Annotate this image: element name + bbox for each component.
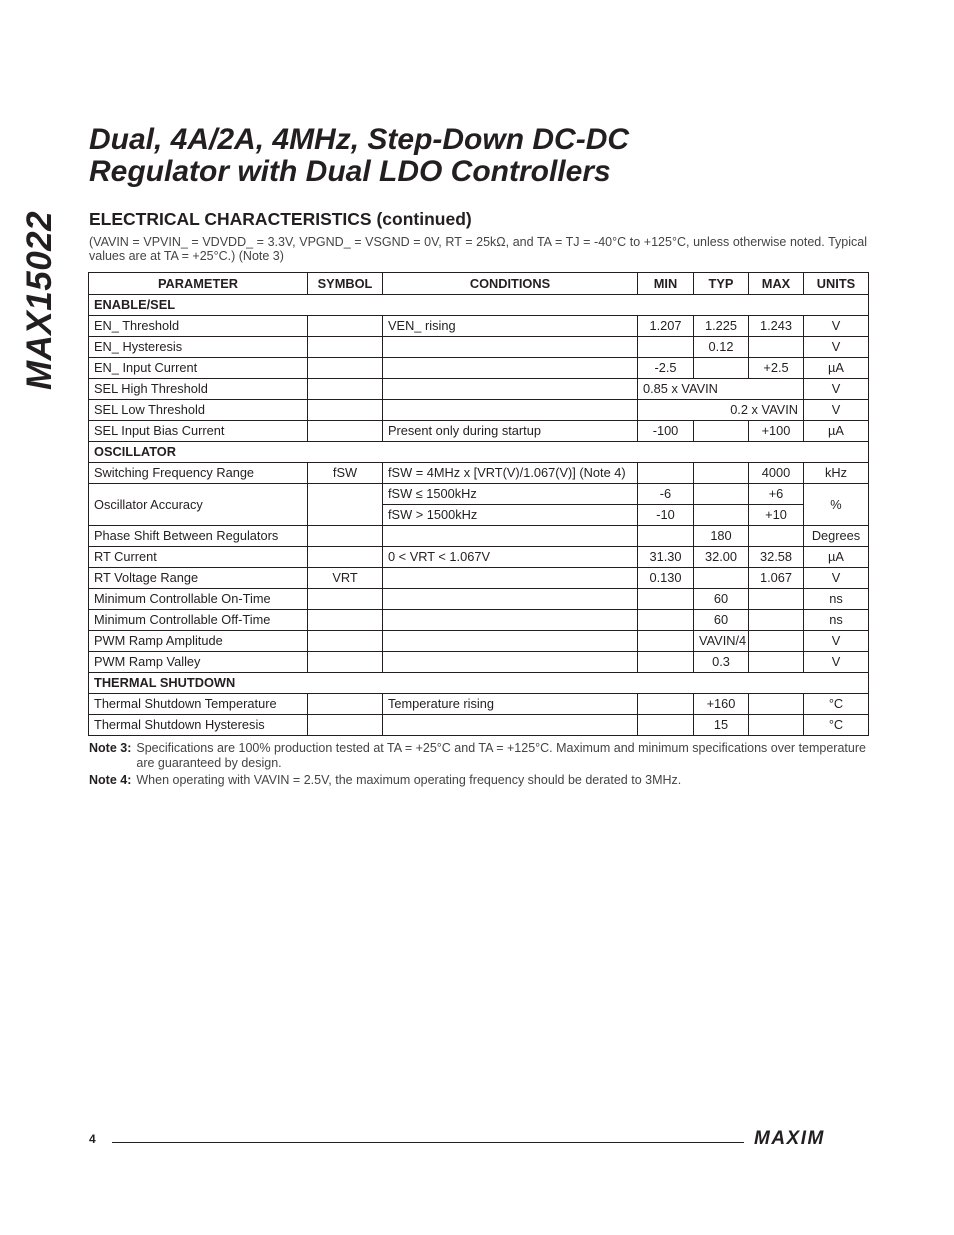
cell-max: +10	[749, 505, 804, 526]
cell-symbol	[308, 526, 383, 547]
header-typ: TYP	[694, 273, 749, 295]
cell-min	[638, 715, 694, 736]
cell-conditions	[383, 568, 638, 589]
cell-min	[638, 526, 694, 547]
section-row	[89, 295, 869, 316]
cell-parameter: RT Voltage Range	[89, 568, 308, 589]
cell-conditions: 0 < VRT < 1.067V	[383, 547, 638, 568]
cell-conditions: fSW ≤ 1500kHz	[383, 484, 638, 505]
cell-units: V	[804, 379, 869, 400]
section-row	[89, 673, 869, 694]
cell-max: +100	[749, 421, 804, 442]
header-symbol: SYMBOL	[308, 273, 383, 295]
cell-min: -100	[638, 421, 694, 442]
cell-max	[749, 652, 804, 673]
note-3	[89, 741, 869, 771]
cell-conditions	[383, 358, 638, 379]
cell-min: 31.30	[638, 547, 694, 568]
cell-conditions	[383, 715, 638, 736]
table-header-row	[89, 273, 869, 295]
cell-parameter: EN_ Threshold	[89, 316, 308, 337]
table-row	[89, 568, 869, 589]
cell-max: +6	[749, 484, 804, 505]
cell-symbol	[308, 610, 383, 631]
table-row	[89, 421, 869, 442]
cell-value: 0.2 x VAVIN	[638, 400, 804, 421]
cell-min	[638, 589, 694, 610]
table-row	[89, 337, 869, 358]
table-row	[89, 316, 869, 337]
cell-max: 32.58	[749, 547, 804, 568]
cell-typ: 32.00	[694, 547, 749, 568]
cell-symbol: VRT	[308, 568, 383, 589]
cell-symbol	[308, 589, 383, 610]
cell-min	[638, 652, 694, 673]
cell-max	[749, 631, 804, 652]
footer-divider	[112, 1142, 744, 1143]
table-row	[89, 400, 869, 421]
cell-symbol	[308, 316, 383, 337]
cell-symbol	[308, 484, 383, 526]
cell-min	[638, 463, 694, 484]
table-row	[89, 631, 869, 652]
cell-units: kHz	[804, 463, 869, 484]
cell-units: V	[804, 568, 869, 589]
cell-min	[638, 337, 694, 358]
cell-typ: 15	[694, 715, 749, 736]
side-part-number: MAX15022	[20, 210, 59, 390]
cell-max	[749, 694, 804, 715]
note-text: When operating with VAVIN = 2.5V, the maximum operating frequency should be derated to 3MHz.	[136, 773, 682, 787]
cell-symbol	[308, 631, 383, 652]
cell-max	[749, 715, 804, 736]
cell-typ: 60	[694, 589, 749, 610]
cell-parameter: EN_ Input Current	[89, 358, 308, 379]
page-number: 4	[89, 1132, 96, 1146]
cell-value: 0.85 x VAVIN	[638, 379, 804, 400]
table-row	[89, 547, 869, 568]
cell-units: V	[804, 316, 869, 337]
cell-units: V	[804, 652, 869, 673]
cell-units: µA	[804, 547, 869, 568]
header-units: UNITS	[804, 273, 869, 295]
test-conditions: (VAVIN = VPVIN_ = VDVDD_ = 3.3V, VPGND_ = VSGND = 0V, RT = 25kΩ, and TA = TJ = -40°C to +125°C, unless otherwise noted. Typical values are at TA = +25°C.) (Note 3)	[89, 235, 867, 263]
cell-units: µA	[804, 358, 869, 379]
section-label: OSCILLATOR	[89, 442, 869, 463]
cell-conditions	[383, 400, 638, 421]
cell-units: ns	[804, 589, 869, 610]
cell-typ	[694, 568, 749, 589]
cell-symbol	[308, 421, 383, 442]
cell-conditions	[383, 652, 638, 673]
cell-max: +2.5	[749, 358, 804, 379]
cell-typ: 1.225	[694, 316, 749, 337]
cell-max	[749, 526, 804, 547]
cell-parameter: Thermal Shutdown Hysteresis	[89, 715, 308, 736]
cell-parameter: PWM Ramp Valley	[89, 652, 308, 673]
cell-typ	[694, 463, 749, 484]
cell-symbol	[308, 337, 383, 358]
maxim-logo: MAXIM	[754, 1128, 825, 1149]
section-heading: ELECTRICAL CHARACTERISTICS (continued)	[89, 209, 472, 229]
table-row	[89, 358, 869, 379]
cell-min: 0.130	[638, 568, 694, 589]
cell-units: °C	[804, 694, 869, 715]
cell-symbol	[308, 547, 383, 568]
cell-conditions	[383, 337, 638, 358]
cell-symbol	[308, 652, 383, 673]
cell-typ: 0.3	[694, 652, 749, 673]
cell-typ	[694, 358, 749, 379]
cell-symbol	[308, 358, 383, 379]
cell-units: ns	[804, 610, 869, 631]
cell-typ	[694, 484, 749, 505]
cell-parameter: Minimum Controllable Off-Time	[89, 610, 308, 631]
cell-parameter: Thermal Shutdown Temperature	[89, 694, 308, 715]
cell-conditions: Present only during startup	[383, 421, 638, 442]
cell-max	[749, 337, 804, 358]
header-max: MAX	[749, 273, 804, 295]
table-row	[89, 715, 869, 736]
section-label: THERMAL SHUTDOWN	[89, 673, 869, 694]
cell-parameter: Oscillator Accuracy	[89, 484, 308, 526]
cell-min: -10	[638, 505, 694, 526]
cell-typ: 0.12	[694, 337, 749, 358]
cell-typ: VAVIN/4	[694, 631, 749, 652]
cell-max	[749, 610, 804, 631]
cell-units: °C	[804, 715, 869, 736]
table-row	[89, 652, 869, 673]
page-title	[89, 124, 849, 188]
note-4	[89, 773, 869, 788]
cell-typ	[694, 421, 749, 442]
cell-min: 1.207	[638, 316, 694, 337]
cell-conditions	[383, 589, 638, 610]
title-line-2: Regulator with Dual LDO Controllers	[89, 155, 611, 188]
section-label: ENABLE/SEL	[89, 295, 869, 316]
cell-conditions	[383, 610, 638, 631]
cell-min: -2.5	[638, 358, 694, 379]
cell-min	[638, 694, 694, 715]
cell-min	[638, 610, 694, 631]
cell-parameter: SEL Low Threshold	[89, 400, 308, 421]
cell-parameter: EN_ Hysteresis	[89, 337, 308, 358]
cell-parameter: Switching Frequency Range	[89, 463, 308, 484]
notes-block	[89, 741, 869, 790]
cell-max	[749, 589, 804, 610]
cell-conditions	[383, 379, 638, 400]
cell-parameter: PWM Ramp Amplitude	[89, 631, 308, 652]
note-label: Note 4:	[89, 773, 132, 787]
table-row	[89, 694, 869, 715]
cell-symbol	[308, 400, 383, 421]
cell-parameter: RT Current	[89, 547, 308, 568]
cell-symbol	[308, 694, 383, 715]
cell-units: µA	[804, 421, 869, 442]
header-conditions: CONDITIONS	[383, 273, 638, 295]
table-row	[89, 379, 869, 400]
cell-conditions: Temperature rising	[383, 694, 638, 715]
cell-symbol	[308, 379, 383, 400]
header-parameter: PARAMETER	[89, 273, 308, 295]
cell-typ: +160	[694, 694, 749, 715]
section-row	[89, 442, 869, 463]
cell-parameter: Phase Shift Between Regulators	[89, 526, 308, 547]
cell-units: V	[804, 400, 869, 421]
cell-typ: 60	[694, 610, 749, 631]
cell-parameter: Minimum Controllable On-Time	[89, 589, 308, 610]
electrical-characteristics-table	[88, 272, 869, 736]
cell-max: 1.243	[749, 316, 804, 337]
cell-parameter: SEL High Threshold	[89, 379, 308, 400]
cell-conditions	[383, 526, 638, 547]
cell-min: -6	[638, 484, 694, 505]
table-row	[89, 526, 869, 547]
cell-min	[638, 631, 694, 652]
cell-max: 4000	[749, 463, 804, 484]
cell-max: 1.067	[749, 568, 804, 589]
cell-parameter: SEL Input Bias Current	[89, 421, 308, 442]
cell-conditions: fSW > 1500kHz	[383, 505, 638, 526]
cell-units: %	[804, 484, 869, 526]
cell-typ	[694, 505, 749, 526]
table-row	[89, 463, 869, 484]
cell-symbol: fSW	[308, 463, 383, 484]
table-row	[89, 589, 869, 610]
table-row	[89, 484, 869, 505]
title-line-1: Dual, 4A/2A, 4MHz, Step-Down DC-DC	[89, 123, 630, 156]
cell-units: V	[804, 631, 869, 652]
cell-symbol	[308, 715, 383, 736]
cell-typ: 180	[694, 526, 749, 547]
cell-conditions: VEN_ rising	[383, 316, 638, 337]
table-row	[89, 610, 869, 631]
cell-units: V	[804, 337, 869, 358]
cell-units: Degrees	[804, 526, 869, 547]
cell-conditions	[383, 631, 638, 652]
header-min: MIN	[638, 273, 694, 295]
note-label: Note 3:	[89, 741, 132, 755]
note-text: Specifications are 100% production tested at TA = +25°C and TA = +125°C. Maximum and minimum specifications over temperature are guaranteed by design.	[136, 741, 866, 770]
cell-conditions: fSW = 4MHz x [VRT(V)/1.067(V)] (Note 4)	[383, 463, 638, 484]
